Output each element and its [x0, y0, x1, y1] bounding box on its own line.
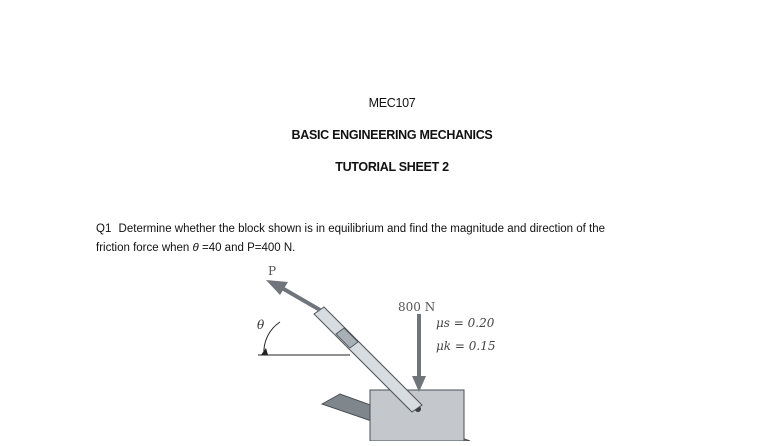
course-title: BASIC ENGINEERING MECHANICS — [291, 128, 493, 142]
kinetic-friction-coefficient: μk = 0.15 — [436, 339, 496, 353]
weight-label: 800 N — [398, 300, 436, 314]
angle-arc-arrowhead — [261, 348, 268, 355]
question-line-1 — [96, 220, 696, 239]
force-p-label: P — [268, 264, 277, 278]
course-code: MEC107 — [368, 96, 416, 110]
question-1 — [96, 220, 696, 258]
question-theta-symbol: θ — [192, 242, 199, 254]
question-text-line-1: Determine whether the block shown is in equilibrium and find the magnitude and direction of the — [118, 223, 606, 235]
block-on-incline-figure — [240, 262, 520, 441]
angle-theta-label: θ — [257, 318, 265, 332]
question-text-line-2a: friction force when — [96, 242, 190, 254]
static-friction-coefficient: μs = 0.20 — [436, 316, 495, 330]
block — [370, 390, 464, 441]
question-label: Q1 — [96, 223, 112, 235]
question-p-condition: P=400 N. — [247, 242, 296, 254]
question-text-line-2b: =40 and — [201, 242, 244, 254]
sheet-title: TUTORIAL SHEET 2 — [335, 160, 449, 174]
question-line-2 — [96, 239, 696, 258]
force-p-arrow-shaft — [282, 288, 320, 310]
rod — [314, 307, 422, 412]
